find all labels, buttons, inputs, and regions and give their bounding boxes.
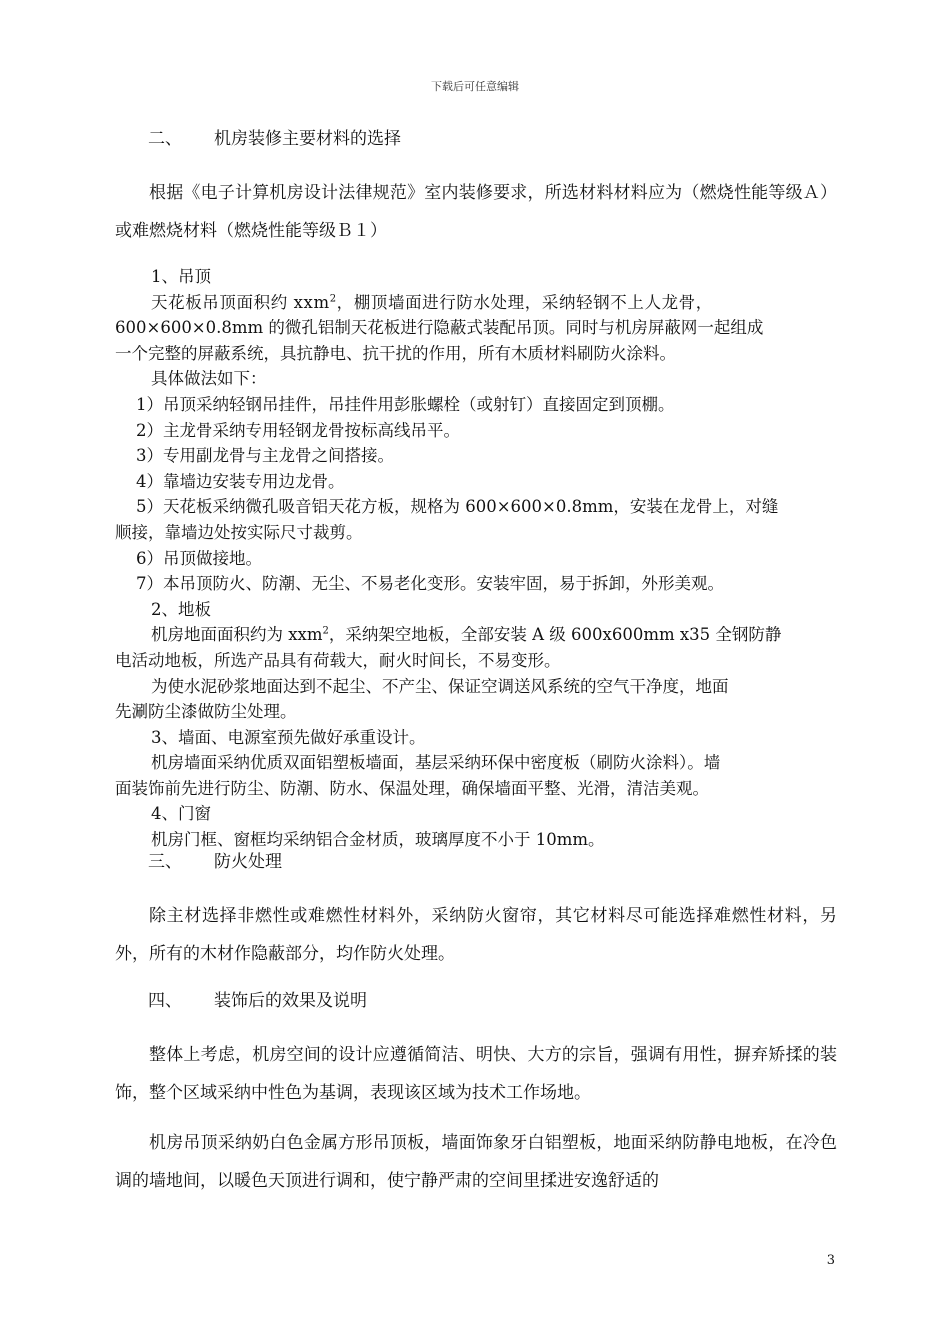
section-title: 装饰后的效果及说明 — [214, 991, 367, 1011]
wall-paragraph-line: 机房墙面采纳优质双面铝塑板墙面，基层采纳环保中密度板（刷防火涂料）。墙 — [151, 753, 721, 773]
materials-detail — [115, 264, 837, 853]
floor-paragraph-line: 为使水泥砂浆地面达到不起尘、不产尘、保证空调送风系统的空气干净度，地面 — [151, 676, 729, 696]
floor-heading: 2、地板 — [151, 599, 211, 619]
method-label: 具体做法如下： — [151, 369, 267, 389]
section-number: 三、 — [148, 852, 182, 872]
ceiling-step: 3）专用副龙骨与主龙骨之间搭接。 — [136, 446, 394, 466]
section-heading-4 — [115, 990, 837, 1012]
ceiling-paragraph-line: 600×600×0.8mm 的微孔铝制天花板进行隐蔽式装配吊顶。同时与机房屏蔽网一起组成 — [115, 318, 764, 338]
section-number: 四、 — [148, 991, 182, 1011]
ceiling-step: 4）靠墙边安装专用边龙骨。 — [136, 471, 345, 491]
ceiling-step: 5）天花板采纳微孔吸音铝天花方板，规格为 600×600×0.8mm，安装在龙骨上，对缝 — [136, 497, 779, 517]
section-heading-3 — [115, 851, 837, 873]
section-title: 机房装修主要材料的选择 — [214, 129, 401, 149]
section-title: 防火处理 — [214, 852, 282, 872]
door-heading: 4、门窗 — [151, 804, 211, 824]
ceiling-step: 1）吊顶采纳轻钢吊挂件，吊挂件用彭胀螺栓（或射钉）直接固定到顶棚。 — [136, 394, 675, 414]
page-number: 3 — [826, 1253, 835, 1268]
floor-paragraph-line: 机房地面面积约为 xxm$^2$，采纳架空地板，全部安装 A 级 600x600mm x35 全钢防静 — [151, 625, 782, 645]
ceiling-paragraph-line: 一个完整的屏蔽系统，具抗静电、抗干扰的作用，所有木质材料刷防火涂料。 — [115, 343, 676, 363]
effect-paragraph-2: 机房吊顶采纳奶白色金属方形吊顶板，墙面饰象牙白铝塑板，地面采纳防静电地板，在冷色调的墙地间，以暖色天顶进行调和，使宁静严肃的空间里揉进安逸舒适的 — [115, 1133, 837, 1191]
fire-paragraph: 除主材选择非燃性或难燃性材料外，采纳防火窗帘，其它材料尽可能选择难燃性材料，另外，所有的木材作隐蔽部分，均作防火处理。 — [115, 906, 837, 964]
ceiling-step: 6）吊顶做接地。 — [136, 548, 262, 568]
wall-paragraph-line: 面装饰前先进行防尘、防潮、防水、保温处理，确保墙面平整、光滑，清洁美观。 — [115, 778, 709, 798]
floor-paragraph-line: 电活动地板，所选产品具有荷载大，耐火时间长，不易变形。 — [115, 650, 561, 670]
wall-heading: 3、墙面、电源室预先做好承重设计。 — [151, 727, 426, 747]
ceiling-step: 2）主龙骨采纳专用轻钢龙骨按标高线吊平。 — [136, 420, 460, 440]
intro-paragraph: 根据《电子计算机房设计法律规范》室内装修要求，所选材料材料应为（燃烧性能等级Ａ）或难燃烧材料（燃烧性能等级Ｂ１） — [115, 183, 837, 241]
effect-paragraph-1: 整体上考虑，机房空间的设计应遵循简洁、明快、大方的宗旨，强调有用性，摒弃矫揉的装饰，整个区域采纳中性色为基调，表现该区域为技术工作场地。 — [115, 1045, 837, 1103]
ceiling-step-continuation: 顺接，靠墙边处按实际尺寸裁剪。 — [115, 522, 363, 542]
ceiling-heading: 1、吊顶 — [151, 267, 211, 286]
section-number: 二、 — [148, 129, 182, 149]
section-heading-2 — [115, 128, 837, 150]
ceiling-step: 7）本吊顶防火、防潮、无尘、不易老化变形。安装牢固，易于拆卸，外形美观。 — [136, 574, 724, 594]
door-paragraph-line: 机房门框、窗框均采纳铝合金材质，玻璃厚度不小于 10mm。 — [151, 830, 605, 850]
page-header: 下载后可任意编辑 — [431, 80, 519, 93]
floor-paragraph-line: 先涮防尘漆做防尘处理。 — [115, 702, 297, 722]
ceiling-paragraph-line: 天花板吊顶面积约 xxm$^2$，棚顶墙面进行防水处理，采纳轻钢不上人龙骨， — [151, 292, 713, 312]
